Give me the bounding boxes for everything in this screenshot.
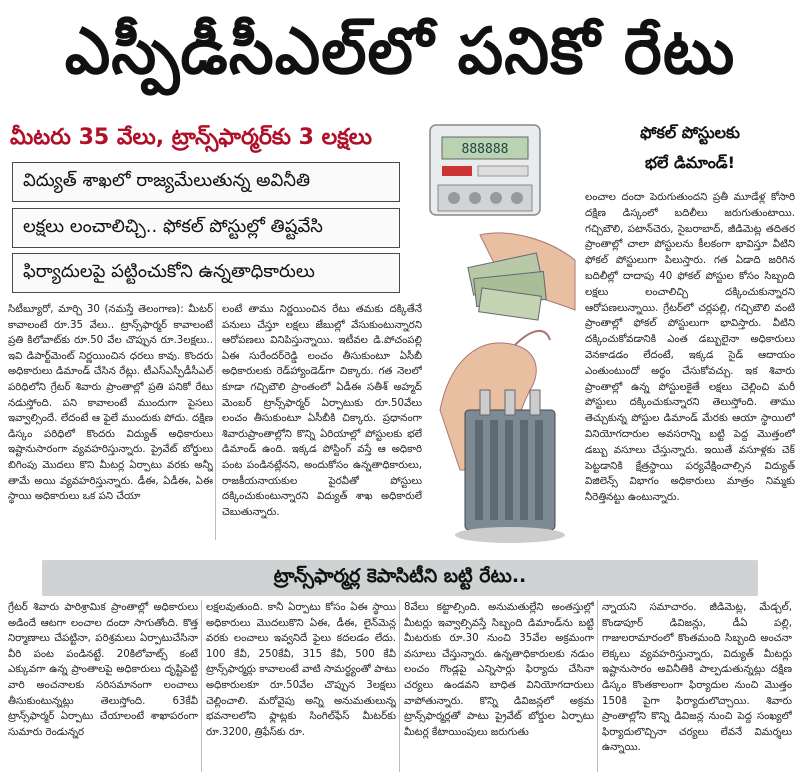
- column-divider: [215, 302, 216, 540]
- sidebar: [585, 118, 795, 560]
- bottom-divider-2: [399, 600, 400, 772]
- sidebar-body: లంచాల దందా పెరుగుతుందని ప్రతీ మూడేళ్ల కోసారి దక్షిణ డిస్కంలో బదిలీలు జరుగుతుంటాయి. గచ్చిబౌలి, పటాన్‌చెరు, సైబరాబాద్, జీడిమెట్ల తదితర ప్రాంతాల్లో చాలా పోస్టులను కీలకంగా భావిస్తూ వీటిని ఫోకల్ పోస్టులుగా పిలుస్తారు. గత ఏడాది జరిగిన బదిలీల్లో దాదాపు 40 ఫోకల్ పోస్టుల కోసం సిబ్బంది లక్షలు లంచాలిచ్చి దక్కించుకున్నారని ఆరోపణలున్నాయి. గ్రేటర్‌లో చర్లపల్లి, గచ్చిబౌలి వంటి ప్రాంతాల్లో ఫోకల్ పోస్టులుగా భావిస్తారు. వీటిని దక్కించుకోవడానికి ఎంత డబ్బులైనా అధికారులు వెనకాడడం లేదంటే, ఇక్కడ సైడ్ ఆదాయం ఎంతుంటుందో అర్థం చేసుకోవచ్చు. ఇక శివారు ప్రాంతాల్లో ఉన్న పోస్టులకైతే లక్షలు చెల్లించి మరీ పోస్టులు దక్కించుకున్నారని తెలుస్తోంది. తాము తెచ్చుకున్న పోస్టుల డిమాండ్ మేరకు ఆయా స్థాయిలో వినియోగదారుల అవసరాన్ని బట్టి పెద్ద మొత్తంలో డబ్బు వసూలు చేస్తున్నారు. ఇయితే వసూళ్లకు చెక్ పెట్టడానికి క్షేత్రస్థాయి పర్యవేక్షించాల్సిన విద్యుత్ విజిలెన్స్ విభాగం అధికారులు మాత్రం నిమ్మకు నీరెత్తినట్టు ఉంటున్నారు.: [585, 192, 795, 504]
- transformer-icon: [455, 390, 565, 543]
- deck-line-3: ఫిర్యాదులపై పట్టించుకోని ఉన్నతాధికారులు: [12, 253, 400, 293]
- meter-display: 888888: [461, 142, 509, 157]
- article-column-1: సిటీబ్యూరో, మార్చి 30 (నమస్తే తెలంగాణ): మీటర్ కావాలంటే రూ.35 వేలు.. ట్రాన్స్‌ఫార్మర్ కావాలంటే ప్రతి కిలోవాట్‌కు రూ.50 వేల చొప్పున రూ.3లక్షలు.. ఇవి డిపార్ట్‌మెంట్ నిర్ణయించిన ధరలు కావు. కొందరు అధికారులు డిమాండ్ చేసిన రేట్లు. టీఎస్ఎస్పీడీసీఎల్ పరిధిలోని గ్రేటర్ శివారు ప్రాంతాల్లో ప్రతి పనికో రేటు నడుస్తోంది. పని కావాలంటే ముందుగా పైసలు ఇవ్వాల్సిందే. లేదంటే ఆ ఫైలే ముందుకు పోదు. దక్షిణ డిస్కం పరిధిలో కొందరు విద్యుత్ అధికారులు ఇష్టానుసారంగా వ్యవహరిస్తున్నారు. ప్రైవేట్ బోర్డులు బిగింపు మొదలు కొని మీటర్ల ఏర్పాటు వరకు అన్నీ తామే అయి వ్యవహరిస్తున్నారు. డీఈ, ఏడీఈ, ఏఈ స్థాయి అధికారులు ఒక పని చేయా: [8, 304, 213, 503]
- subheadline: మీటరు 35 వేలు, ట్రాన్స్‌ఫార్మర్‌కు 3 లక్షలు: [10, 125, 372, 150]
- bottom-column-2: లక్షలవుతుంది. కానీ ఏర్పాటు కోసం ఏఈ స్థాయి అధికారులు మొదలుకొని ఏఈ, డీఈ, లైన్‌మెన్ల వరకు లంచాలు ఇవ్వనిదే ఫైలు కదలడం లేదు. 100 కేవీ, 250కేవీ, 315 కేవీ, 500 కేవీ ట్రాన్స్‌ఫార్మర్లు కావాలంటే వాటి సామర్థ్యంతో పాటు అధికారులకూ రూ.50వేల చొప్పున 3లక్షలు చెల్లించాలి. మరోవైపు అన్ని అనుమతులున్న భవనాలలోని ఫ్లాట్లకు సింగిల్‌ఫేస్ మీటర్‌కు రూ.3200, త్రిఫేస్‌కు రూ.: [206, 602, 396, 738]
- bottom-section: [0, 558, 800, 777]
- hand-giving-money-icon: [468, 233, 575, 320]
- sidebar-title-line-1: ఫోకల్ పోస్టులకు: [640, 123, 740, 142]
- deck-line-1: విద్యుత్ శాఖలో రాజ్యమేలుతున్న అవినీతి: [12, 162, 400, 202]
- page-headline: ఎస్పీడీసీఎల్‌లో పనికో రేటు: [64, 14, 736, 89]
- illustration: [420, 110, 580, 560]
- bottom-column-1: గ్రేటర్ శివారు పారిశ్రామిక ప్రాంతాల్లో అధికారులు అడిందే ఆటగా లంచాల దందా సాగుతోంది. కొత్త నిర్మాణాలు చేపట్టినా, పరిశ్రమలు ఏర్పాటుచేసినా వీరి పంట పండినట్టే. 20కిలోవాట్స్ కంటే ఎక్కువగా ఉన్న ప్రాంతాలపై అధికారులు దృష్టిపెట్టి వారి అంచనాలకు సరిసమానంగా లంచాలు తీసుకుంటున్నట్లు తెలుస్తోంది. 63కేవీ ట్రాన్స్‌ఫార్మర్ ఏర్పాటు చేయాలంటే శాఖాపరంగా సుమారు రెండున్నర: [8, 602, 198, 738]
- bottom-column-3: 8వేలు కట్టాల్సింది. అనుమతుల్లేని అంతస్తుల్లో మీటర్లు ఇవ్వాల్సివస్తే సిబ్బంది డిమాండ్‌ను బట్టి మీటరుకు రూ.30 నుంచి 35వేల అక్రమంగా వసూలు చేస్తున్నారు. ఉన్నతాధికారులకు నడుం లంచం గొండ్లపై ఎన్నిసార్లు ఫిర్యాదు చేసినా చర్యలు ఉండవని బాధిత వినియోగదారులు వాపోతున్నారు. కొన్ని డివిజన్లలో అక్రమ ట్రాన్స్‌ఫార్మర్లతో పాటు ప్రైవేట్ బోర్డుల ఏర్పాటు మీటర్ల కేటాయింపులు జరుగుతు: [404, 602, 594, 738]
- article-column-2: లంటే తాము నిర్ణయించిన రేటు తమకు దక్కితేనే పనులు చేస్తూ లక్షలు జేబుల్లో వేసుకుంటున్నారని ఆరోపణలు వినిపిస్తున్నాయి. ఇటీవల డి.పోచంపల్లి ఏఈ సురేందర్‌రెడ్డి లంచం తీసుకుంటూ ఏసీబీ అధికారులకు రెడ్‌హ్యాండెడ్‌గా చిక్కారు. గత నెలలో కూడా గచ్చిబౌలి ప్రాంతంలో ఏడీఈ సతీశ్ అహ్మద్ మెంబర్ ట్రాన్స్‌ఫార్మర్ ఏర్పాటుకు రూ.50వేలు లంచం తీసుకుంటూ ఏసీబీకి చిక్కారు. ప్రధానంగా శివారుప్రాంతాల్లోని కొన్ని ఏరియాల్లో పోస్టులకు భలే డిమాండ్ ఉంది. ఇక్కడ పోస్టింగ్ వస్తే ఆ అధికారి పంట పండినట్లేనని, అందుకోసం ఉన్నతాధికారులు, రాజకీయనాయకుల పైరవీతో పోస్టులు దక్కించుకుంటున్నారని విద్యుత్ శాఖ అధికారులే చెబుతున్నారు.: [222, 304, 422, 518]
- bottom-divider-1: [201, 600, 202, 772]
- bottom-column-4: న్నాయని సమాచారం. జీడిమెట్ల, మేడ్చల్, కొండాపూర్ డివిజన్లు, డీఏ పల్లి, గాజులరామారంలో కొంతమంది సిబ్బంది అంచనా లెక్కలు వ్యవహరిస్తున్నారు, విద్యుత్ మీటర్లు ఇష్టానుసారం అవినీతికి పాల్పడుతున్నట్లు దక్షిణ డిస్కం కొంతకాలంగా ఫిర్యాదుల నుంచి మొత్తం 150కి పైగా ఫిర్యాదులొచ్చాయి. శివారు ప్రాంతాల్లోని కొన్ని డివిజన్ల నుంచి పెద్ద సంఖ్యలో ఫిర్యాదులొచ్చినా చర్యలు లేవనే విమర్శలు ఉన్నాయి.: [602, 602, 792, 754]
- bottom-section-title: ట్రాన్స్‌ఫార్మర్ల కెపాసిటీని బట్టి రేటు..: [42, 560, 758, 596]
- electric-meter-icon: [430, 125, 540, 215]
- illustration-graphic: [420, 110, 580, 560]
- bottom-divider-3: [597, 600, 598, 772]
- sidebar-title-line-2: భలే డిమాండ్!: [645, 153, 735, 172]
- deck-line-2: లక్షలు లంచాలిచ్చి.. ఫోకల్ పోస్టుల్లో తిష్టవేసి: [12, 208, 400, 248]
